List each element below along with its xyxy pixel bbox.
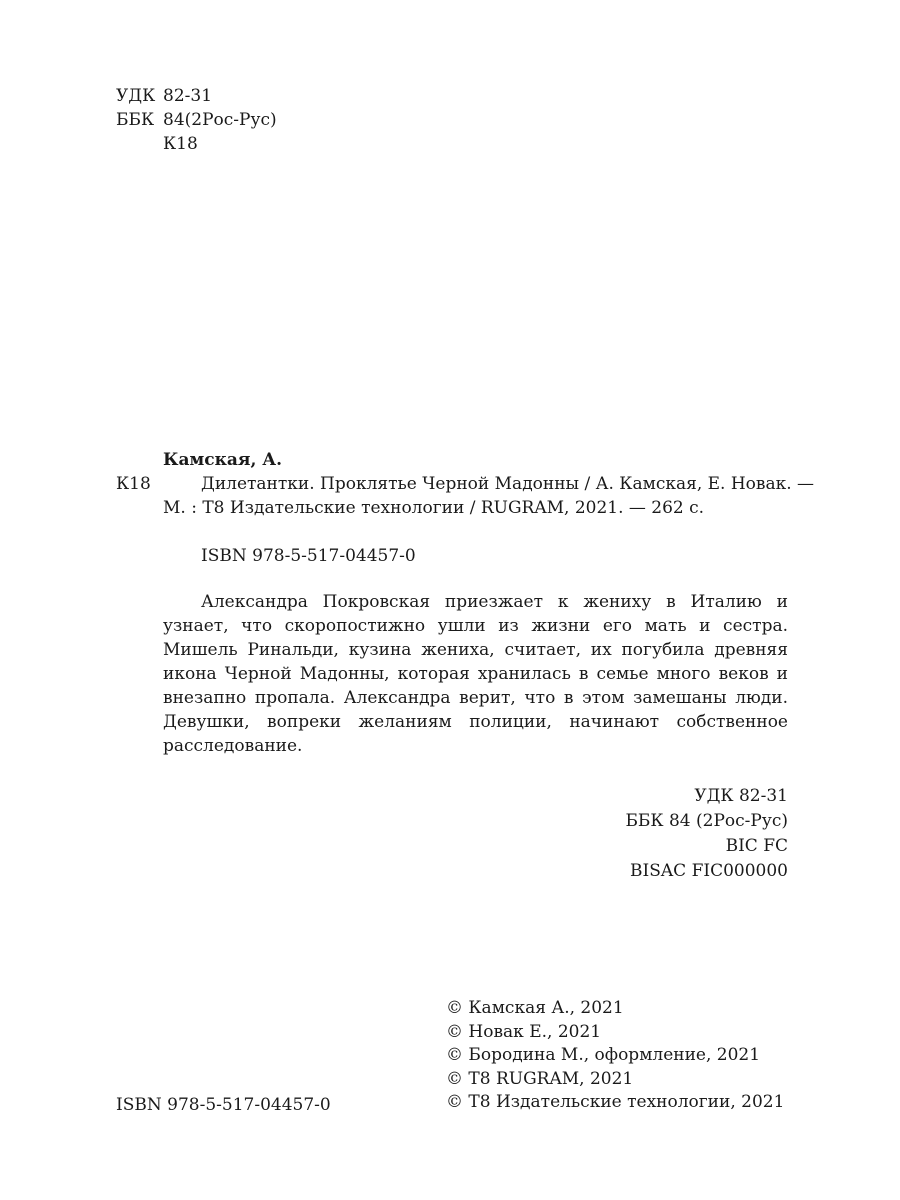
classification-bisac: BISAC FIC000000 <box>630 861 788 881</box>
bbk-value: 84(2Рос-Рус) <box>163 110 277 130</box>
bottom-isbn: ISBN 978-5-517-04457-0 <box>116 1095 331 1115</box>
copyright-line: © Камская А., 2021 <box>446 998 624 1018</box>
copyright-line: © Бородина М., оформление, 2021 <box>446 1045 761 1065</box>
annotation-text: Александра Покровская приезжает к жениху в Италию и узнает, что скоропостижно ушли из жизни его мать и сестра. Мишель Ринальди, кузина жениха, считает, их погубила древняя икона Черной Мадонны, которая хранилась в семье много веков и внезапно пропала. Александра верит, что в этом замешаны люди. Девушки, вопреки желаниям полиции, начинают собственное расследование. <box>163 592 788 756</box>
description-line-2: М. : Т8 Издательские технологии / RUGRAM, 2021. — 262 с. <box>163 498 705 518</box>
classification-codes <box>625 784 788 884</box>
copyright-line: © Т8 RUGRAM, 2021 <box>446 1068 634 1089</box>
udk-label: УДК <box>116 86 156 106</box>
annotation <box>163 590 788 758</box>
classification-bic: BIC FC <box>725 836 788 856</box>
classification-udk: УДК 82-31 <box>694 786 788 806</box>
description-line-1: Дилетантки. Проклятье Черной Мадонны / А. Камская, Е. Новак. — <box>201 474 815 494</box>
copyright-line: © Т8 Издательские технологии, 2021 <box>446 1092 785 1112</box>
author-mark-top: К18 <box>163 134 198 154</box>
isbn-line: ISBN 978-5-517-04457-0 <box>201 546 416 566</box>
copyright-line: © Новак Е., 2021 <box>446 1021 602 1042</box>
author-heading: Камская, А. <box>163 450 283 470</box>
copyright-block <box>446 997 784 1115</box>
bbk-label: ББК <box>116 110 155 130</box>
udk-value: 82-31 <box>163 86 213 106</box>
classification-bbk: ББК 84 (2Рос-Рус) <box>625 811 788 831</box>
author-mark: К18 <box>116 474 151 494</box>
